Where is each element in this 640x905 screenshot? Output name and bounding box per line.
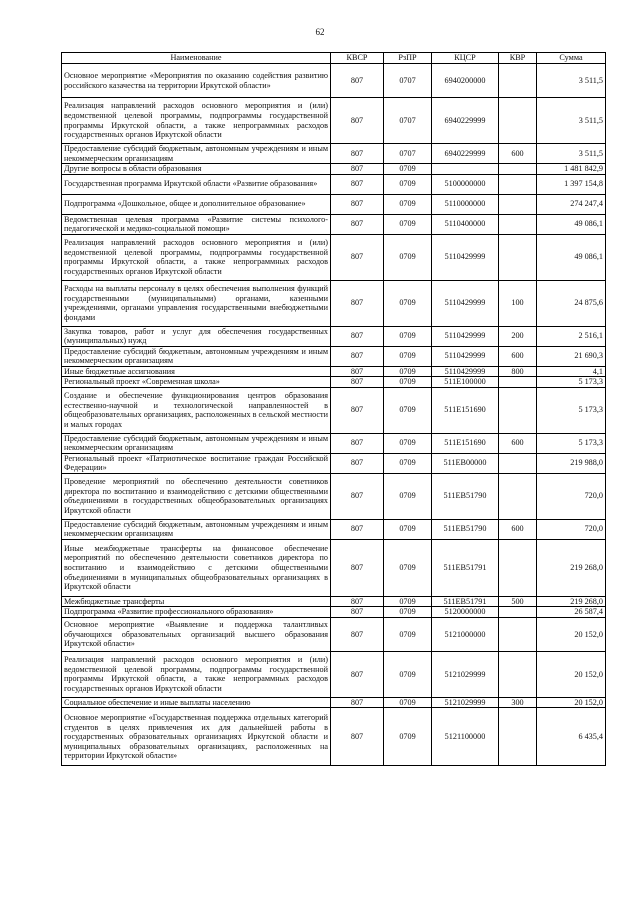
row-kvsr-cell: 807 [331,697,384,708]
table-row [62,651,606,697]
row-sum-cell: 21 690,3 [537,346,606,366]
row-name-cell: Социальное обеспечение и иные выплаты населению [62,697,331,708]
table-row [62,377,606,388]
budget-table [61,52,606,766]
row-kvr-cell [499,617,537,651]
row-sum-cell: 5 173,3 [537,387,606,433]
row-rzpr-cell: 0709 [384,708,432,766]
row-rzpr-cell: 0709 [384,596,432,607]
row-rzpr-cell: 0707 [384,144,432,164]
row-kvsr-cell: 807 [331,64,384,98]
row-kcsr-cell: 5121029999 [432,651,499,697]
row-sum-cell: 49 086,1 [537,214,606,234]
row-rzpr-cell: 0707 [384,64,432,98]
row-kvsr-cell: 807 [331,473,384,519]
table-row [62,280,606,326]
row-name-cell: Предоставление субсидий бюджетным, автономным учреждениям и иным некоммерческим организациям [62,519,331,539]
row-kvr-cell: 800 [499,366,537,377]
row-kvsr-cell: 807 [331,433,384,453]
row-sum-cell: 20 152,0 [537,651,606,697]
table-row [62,164,606,175]
row-name-cell: Реализация направлений расходов основного мероприятия и (или) ведомственной целевой программы, подпрограммы государственной программы Иркутской области, а также непрограммных расходов государственных органов Иркутской области [62,98,331,144]
row-kcsr-cell [432,164,499,175]
row-name-cell: Основное мероприятие «Выявление и поддержка талантливых обучающихся образовательных организаций высшего образования Иркутской области» [62,617,331,651]
row-kvr-cell [499,539,537,596]
column-header-kvr: КВР [499,53,537,64]
row-name-cell: Межбюджетные трансферты [62,596,331,607]
row-kvsr-cell: 807 [331,377,384,388]
row-kcsr-cell: 5110000000 [432,194,499,214]
table-row [62,539,606,596]
row-rzpr-cell: 0709 [384,366,432,377]
table-row [62,346,606,366]
row-rzpr-cell: 0709 [384,164,432,175]
row-kcsr-cell: 5100000000 [432,174,499,194]
row-kvr-cell [499,708,537,766]
row-kvr-cell [499,234,537,280]
row-name-cell: Реализация направлений расходов основного мероприятия и (или) ведомственной целевой программы, подпрограммы государственной программы Иркутской области, а также непрограммных расходов государственных органов Иркутской области [62,234,331,280]
row-sum-cell: 720,0 [537,473,606,519]
row-kvsr-cell: 807 [331,366,384,377]
row-rzpr-cell: 0709 [384,280,432,326]
row-kcsr-cell: 6940229999 [432,144,499,164]
row-kvsr-cell: 807 [331,280,384,326]
row-kcsr-cell: 511EB51791 [432,596,499,607]
row-sum-cell: 6 435,4 [537,708,606,766]
row-kcsr-cell: 5110429999 [432,346,499,366]
row-kvr-cell [499,164,537,175]
row-kvsr-cell: 807 [331,214,384,234]
row-sum-cell: 1 397 154,8 [537,174,606,194]
row-kvsr-cell: 807 [331,387,384,433]
row-kcsr-cell: 511EB51790 [432,519,499,539]
row-kcsr-cell: 5110429999 [432,366,499,377]
row-name-cell: Подпрограмма «Дошкольное, общее и дополнительное образование» [62,194,331,214]
row-rzpr-cell: 0709 [384,697,432,708]
row-name-cell: Реализация направлений расходов основного мероприятия и (или) ведомственной целевой программы, подпрограммы государственной программы Иркутской области, а также непрограммных расходов государственных органов Иркутской области [62,651,331,697]
row-kvr-cell: 600 [499,346,537,366]
column-header-sum: Сумма [537,53,606,64]
row-kcsr-cell: 6940200000 [432,64,499,98]
row-kcsr-cell: 6940229999 [432,98,499,144]
row-name-cell: Предоставление субсидий бюджетным, автономным учреждениям и иным некоммерческим организациям [62,144,331,164]
row-sum-cell: 20 152,0 [537,617,606,651]
row-name-cell: Иные межбюджетные трансферты на финансовое обеспечение мероприятий по обеспечению деятельности советников директора по воспитанию и взаимодействию с детскими общественными объединениями в муниципальных общеобразовательных организациях в Иркутской области [62,539,331,596]
row-rzpr-cell: 0709 [384,326,432,346]
row-kcsr-cell: 511EB51791 [432,539,499,596]
row-kcsr-cell: 511EB51790 [432,473,499,519]
row-kvr-cell [499,473,537,519]
row-kcsr-cell: 511E100000 [432,377,499,388]
row-kvr-cell: 100 [499,280,537,326]
row-kvr-cell [499,607,537,618]
row-kvsr-cell: 807 [331,708,384,766]
row-kvr-cell [499,651,537,697]
row-sum-cell: 3 511,5 [537,144,606,164]
row-sum-cell: 219 988,0 [537,453,606,473]
row-kcsr-cell: 5121100000 [432,708,499,766]
row-sum-cell: 5 173,3 [537,433,606,453]
row-name-cell: Расходы на выплаты персоналу в целях обеспечения выполнения функций государственными (муниципальными) органами, казенными учреждениями, органами управления государственными внебюджетными фондами [62,280,331,326]
row-kvr-cell [499,377,537,388]
table-header-row [62,53,606,64]
row-sum-cell: 5 173,3 [537,377,606,388]
row-kcsr-cell: 511E151690 [432,387,499,433]
table-row [62,596,606,607]
row-kcsr-cell: 5120000000 [432,607,499,618]
row-rzpr-cell: 0709 [384,617,432,651]
row-kvsr-cell: 807 [331,326,384,346]
row-sum-cell: 274 247,4 [537,194,606,214]
table-row [62,387,606,433]
row-sum-cell: 219 268,0 [537,539,606,596]
table-row [62,98,606,144]
row-kvsr-cell: 807 [331,98,384,144]
row-sum-cell: 1 481 842,9 [537,164,606,175]
row-kvsr-cell: 807 [331,194,384,214]
row-kvr-cell: 200 [499,326,537,346]
row-name-cell: Предоставление субсидий бюджетным, автономным учреждениям и иным некоммерческим организациям [62,346,331,366]
row-rzpr-cell: 0707 [384,98,432,144]
table-row [62,708,606,766]
row-name-cell: Предоставление субсидий бюджетным, автономным учреждениям и иным некоммерческим организациям [62,433,331,453]
row-kvr-cell: 600 [499,144,537,164]
row-kcsr-cell: 5121029999 [432,697,499,708]
row-kvr-cell: 300 [499,697,537,708]
row-kvr-cell: 600 [499,519,537,539]
table-row [62,234,606,280]
row-name-cell: Иные бюджетные ассигнования [62,366,331,377]
row-kvsr-cell: 807 [331,346,384,366]
table-row [62,194,606,214]
row-rzpr-cell: 0709 [384,214,432,234]
row-rzpr-cell: 0709 [384,234,432,280]
row-name-cell: Подпрограмма «Развитие профессионального образования» [62,607,331,618]
row-kvsr-cell: 807 [331,617,384,651]
row-name-cell: Государственная программа Иркутской области «Развитие образования» [62,174,331,194]
row-name-cell: Региональный проект «Современная школа» [62,377,331,388]
table-row [62,473,606,519]
row-kvr-cell [499,174,537,194]
row-sum-cell: 3 511,5 [537,98,606,144]
row-sum-cell: 26 587,4 [537,607,606,618]
row-sum-cell: 24 875,6 [537,280,606,326]
row-name-cell: Проведение мероприятий по обеспечению деятельности советников директора по воспитанию и взаимодействию с детскими общественными объединениями в государственных общеобразовательных организациях Иркутской области [62,473,331,519]
row-sum-cell: 49 086,1 [537,234,606,280]
row-rzpr-cell: 0709 [384,539,432,596]
row-sum-cell: 2 516,1 [537,326,606,346]
row-kvsr-cell: 807 [331,607,384,618]
row-sum-cell: 3 511,5 [537,64,606,98]
table-row [62,174,606,194]
row-rzpr-cell: 0709 [384,387,432,433]
row-kvsr-cell: 807 [331,164,384,175]
row-kcsr-cell: 5110429999 [432,234,499,280]
column-header-kcsr: КЦСР [432,53,499,64]
row-rzpr-cell: 0709 [384,453,432,473]
row-name-cell: Основное мероприятие «Государственная поддержка отдельных категорий студентов в целях привлечения их для дальнейшей работы в государственных образовательных организациях Иркутской области и муниципальных образовательных организациях, расположенных на территории Иркутской области» [62,708,331,766]
row-name-cell: Основное мероприятие «Мероприятия по оказанию содействия развитию российского казачества на территории Иркутской области» [62,64,331,98]
table-row [62,144,606,164]
row-kvsr-cell: 807 [331,539,384,596]
row-rzpr-cell: 0709 [384,651,432,697]
row-kvsr-cell: 807 [331,174,384,194]
table-row [62,607,606,618]
row-sum-cell: 720,0 [537,519,606,539]
row-kvsr-cell: 807 [331,453,384,473]
row-kvsr-cell: 807 [331,234,384,280]
row-kcsr-cell: 511E151690 [432,433,499,453]
row-kvr-cell: 600 [499,433,537,453]
table-row [62,433,606,453]
row-name-cell: Региональный проект «Патриотическое воспитание граждан Российской Федерации» [62,453,331,473]
table-row [62,519,606,539]
table-body [62,64,606,766]
table-row [62,64,606,98]
row-kcsr-cell: 5110429999 [432,280,499,326]
row-kcsr-cell: 5110400000 [432,214,499,234]
row-kvr-cell [499,98,537,144]
row-kcsr-cell: 5121000000 [432,617,499,651]
table-row [62,214,606,234]
column-header-name: Наименование [62,53,331,64]
row-kcsr-cell: 5110429999 [432,326,499,346]
row-kvsr-cell: 807 [331,651,384,697]
row-kvr-cell [499,64,537,98]
row-rzpr-cell: 0709 [384,174,432,194]
row-sum-cell: 4,1 [537,366,606,377]
row-rzpr-cell: 0709 [384,607,432,618]
table-row [62,366,606,377]
row-kvsr-cell: 807 [331,144,384,164]
row-kvsr-cell: 807 [331,519,384,539]
row-rzpr-cell: 0709 [384,377,432,388]
row-kvr-cell [499,453,537,473]
page-number: 62 [315,27,325,37]
row-rzpr-cell: 0709 [384,433,432,453]
row-name-cell: Ведомственная целевая программа «Развитие системы психолого-педагогической и медико-социальной помощи» [62,214,331,234]
row-rzpr-cell: 0709 [384,473,432,519]
row-rzpr-cell: 0709 [384,194,432,214]
table-row [62,617,606,651]
row-name-cell: Создание и обеспечение функционирования центров образования естественно-научной и технологической направленностей в общеобразовательных организациях, расположенных в сельской местности и малых городах [62,387,331,433]
row-kvr-cell [499,214,537,234]
row-sum-cell: 20 152,0 [537,697,606,708]
row-kvr-cell [499,387,537,433]
row-name-cell: Закупка товаров, работ и услуг для обеспечения государственных (муниципальных) нужд [62,326,331,346]
column-header-rzpr: РзПР [384,53,432,64]
column-header-kvsr: КВСР [331,53,384,64]
row-sum-cell: 219 268,0 [537,596,606,607]
table-row [62,453,606,473]
row-kvr-cell: 500 [499,596,537,607]
row-kvr-cell [499,194,537,214]
row-rzpr-cell: 0709 [384,519,432,539]
row-rzpr-cell: 0709 [384,346,432,366]
row-name-cell: Другие вопросы в области образования [62,164,331,175]
table-row [62,697,606,708]
table-row [62,326,606,346]
row-kvsr-cell: 807 [331,596,384,607]
row-kcsr-cell: 511EB00000 [432,453,499,473]
